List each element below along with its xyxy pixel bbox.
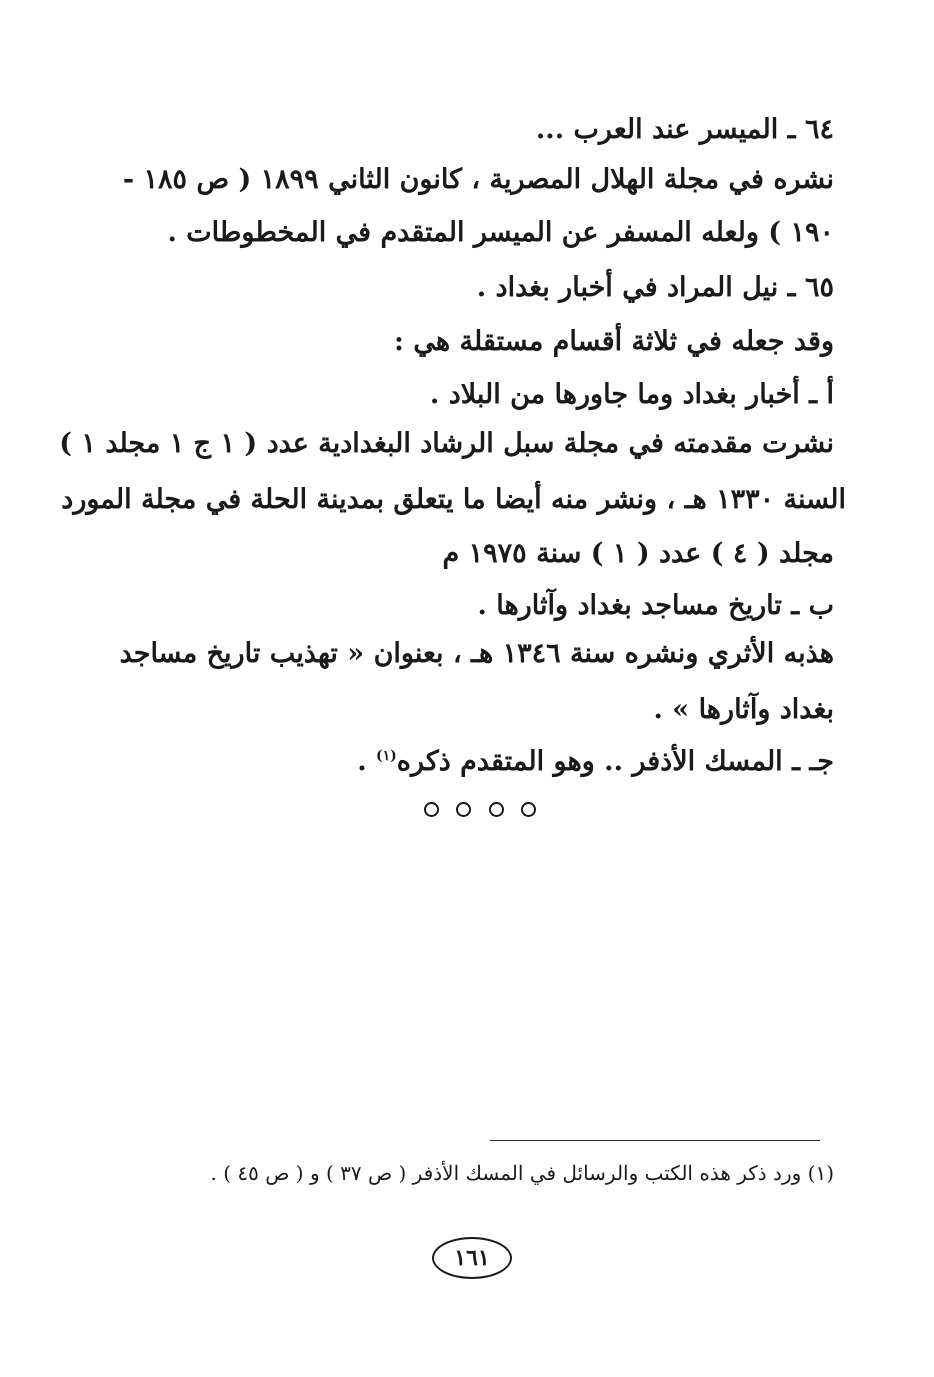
text-line-11: هذبه الأثري ونشره سنة ١٣٤٦ هـ ، بعنوان « تهذيب تاريخ مساجد [119,638,834,669]
text-line-10: ب ـ تاريخ مساجد بغداد وآثارها . [477,590,834,621]
text-line-4: ٦٥ ـ نيل المراد في أخبار بغداد . [476,272,834,303]
footnote-separator [490,1140,820,1141]
text-line-3: ١٩٠ ) ولعله المسفر عن الميسر المتقدم في المخطوطات . [167,217,834,248]
circle-ornament-icon [489,802,504,817]
footnote-text: (١) ورد ذكر هذه الكتب والرسائل في المسك الأذفر ( ص ٣٧ ) و ( ص ٤٥ ) . [210,1161,834,1185]
circle-ornament-icon [424,802,439,817]
text-line-5: وقد جعله في ثلاثة أقسام مستقلة هي : [394,326,834,357]
circle-ornament-icon [521,802,536,817]
circle-ornament-icon [456,802,471,817]
text-line-9: مجلد ( ٤ ) عدد ( ١ ) سنة ١٩٧٥ م [442,538,834,569]
page-number [432,1237,512,1279]
text-line-13-end: . [357,746,367,777]
text-line-2: نشره في مجلة الهلال المصرية ، كانون الثاني ١٨٩٩ ( ص ١٨٥ - [122,164,834,195]
section-divider-ornament [424,794,536,824]
page-number-label: ١٦١ [454,1245,490,1271]
text-line-13 [357,742,834,782]
text-line-6: أ ـ أخبار بغداد وما جاورها من البلاد . [429,379,834,410]
text-line-12: بغداد وآثارها » . [653,694,834,725]
text-line-1: ٦٤ ـ الميسر عند العرب ... [535,114,834,145]
text-line-13-body: جـ ـ المسك الأذفر .. وهو المتقدم ذكره [396,746,834,777]
text-line-7: نشرت مقدمته في مجلة سبل الرشاد البغدادية عدد ( ١ ج ١ مجلد ١ ) [59,428,834,459]
footnote-reference: (١) [376,748,397,764]
text-line-8: السنة ١٣٣٠ هـ ، ونشر منه أيضا ما يتعلق بمدينة الحلة في مجلة المورد [61,484,846,515]
